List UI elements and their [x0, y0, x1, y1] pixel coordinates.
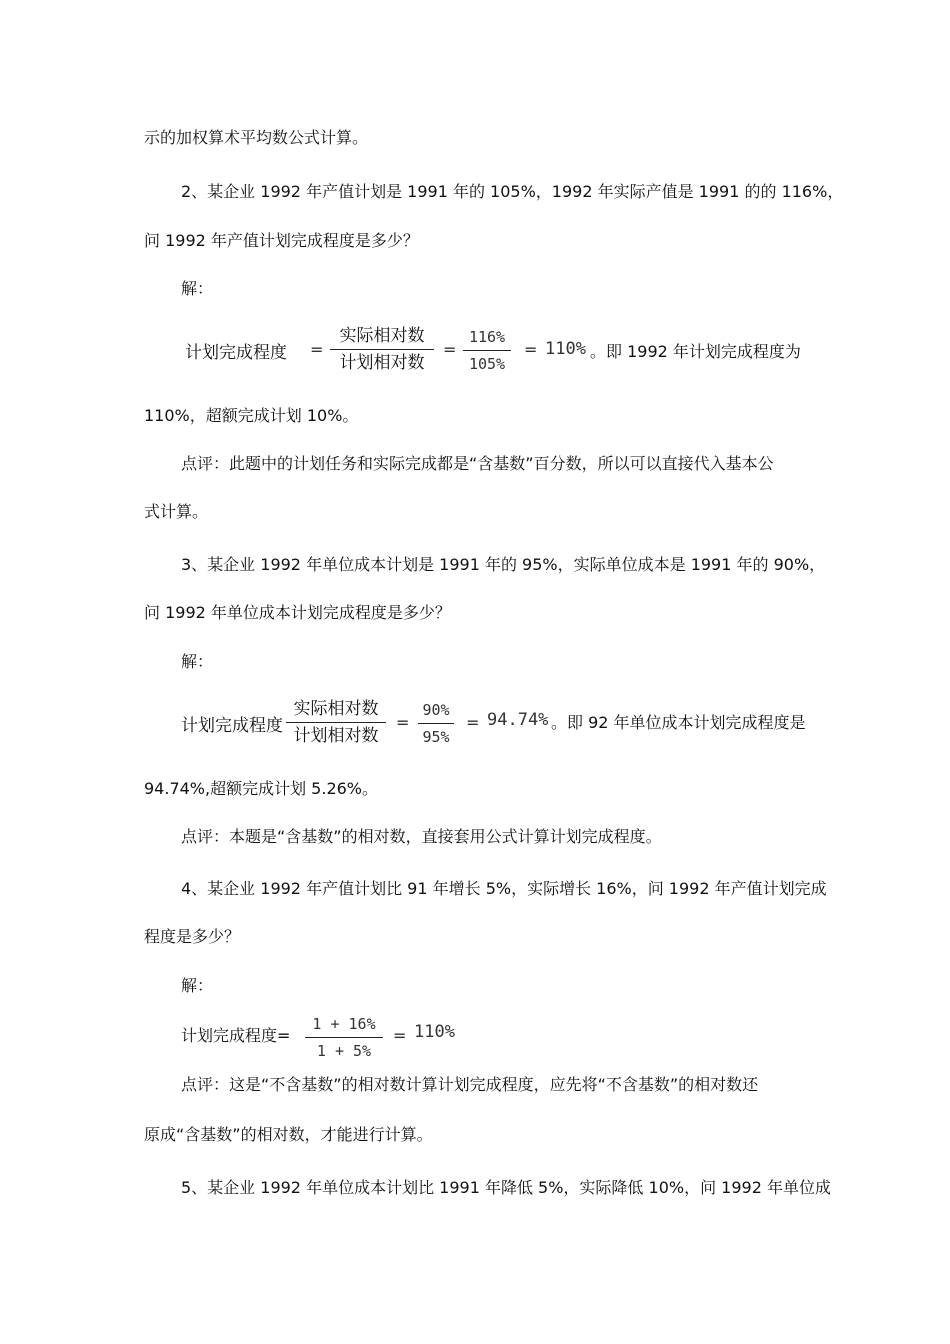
q2-fraction-2-numerator: 116%	[468, 328, 506, 346]
question-3-line-2: 问 1992 年单位成本计划完成程度是多少？	[144, 603, 451, 622]
q2-formula-label: 计划完成程度	[185, 343, 287, 363]
q3-fraction-2-numerator: 90%	[422, 701, 450, 719]
q2-fraction-1	[330, 325, 434, 374]
q3-fraction-1	[286, 698, 386, 747]
question-2-review-line-1: 点评：此题中的计划任务和实际完成都是“含基数”百分数，所以可以直接代入基本公	[181, 454, 774, 473]
q4-fraction-bar	[305, 1037, 383, 1038]
question-4-line-2: 程度是多少？	[144, 927, 241, 946]
q3-fraction-1-denominator: 计划相对数	[293, 726, 379, 746]
question-3-line-3: 94.74%,超额完成计划 5.26%。	[144, 779, 379, 798]
q2-fraction-1-denominator: 计划相对数	[339, 353, 425, 373]
q2-formula-equals-3: =	[524, 340, 538, 359]
q2-formula-result: 110%	[545, 339, 586, 359]
q3-fraction-2-denominator: 95%	[422, 728, 450, 746]
q4-formula-result: 110%	[414, 1022, 455, 1042]
paragraph-continuation: 示的加权算术平均数公式计算。	[144, 128, 369, 147]
question-3-line-1: 3、某企业 1992 年单位成本计划是 1991 年的 95%，实际单位成本是 1991 年的 90%，	[181, 555, 826, 574]
q3-formula-conclusion: 。即 92 年单位成本计划完成程度是	[551, 713, 806, 732]
question-5-line-1: 5、某企业 1992 年单位成本计划比 1991 年降低 5%，实际降低 10%，问 1992 年单位成	[181, 1178, 831, 1197]
question-4-solution-label: 解：	[181, 976, 214, 995]
q4-formula-label: 计划完成程度=	[181, 1026, 291, 1045]
q4-fraction-numerator: 1 + 16%	[312, 1015, 376, 1033]
q4-formula-equals: =	[393, 1026, 407, 1045]
question-3-solution-label: 解：	[181, 652, 214, 671]
question-4-line-1: 4、某企业 1992 年产值计划比 91 年增长 5%，实际增长 16%，问 1992 年产值计划完成	[181, 879, 827, 898]
q2-formula-equals-2: =	[443, 340, 457, 359]
question-4-review-line-2: 原成“含基数”的相对数，才能进行计算。	[144, 1125, 433, 1144]
q2-fraction-2-denominator: 105%	[468, 355, 506, 373]
q3-formula-result: 94.74%	[487, 710, 549, 730]
question-4-review-line-1: 点评：这是“不含基数”的相对数计算计划完成程度，应先将“不含基数”的相对数还	[181, 1075, 759, 1094]
q3-fraction-2-bar	[418, 723, 454, 724]
q3-fraction-2	[418, 699, 454, 748]
q2-formula-conclusion: 。即 1992 年计划完成程度为	[590, 342, 801, 361]
q3-formula-label: 计划完成程度	[181, 716, 283, 736]
q3-fraction-1-bar	[286, 722, 386, 723]
q2-formula-equals-1: =	[310, 340, 324, 359]
q3-formula-equals-3: =	[466, 713, 480, 732]
q2-fraction-1-numerator: 实际相对数	[339, 326, 425, 346]
q3-formula-equals-2: =	[396, 713, 410, 732]
question-2-review-line-2: 式计算。	[144, 502, 209, 521]
question-2-line-3: 110%，超额完成计划 10%。	[144, 406, 359, 425]
q2-fraction-1-bar	[330, 349, 434, 350]
q4-fraction-denominator: 1 + 5%	[316, 1042, 372, 1060]
q2-fraction-2-bar	[463, 350, 511, 351]
q2-fraction-2	[463, 326, 511, 375]
q3-fraction-1-numerator: 实际相对数	[293, 699, 379, 719]
question-2-line-1: 2、某企业 1992 年产值计划是 1991 年的 105%，1992 年实际产值是 1991 的的 116%，	[181, 182, 844, 201]
q4-fraction	[305, 1013, 383, 1062]
question-2-solution-label: 解：	[181, 279, 214, 298]
question-2-line-2: 问 1992 年产值计划完成程度是多少？	[144, 231, 419, 250]
question-3-review-line-1: 点评：本题是“含基数”的相对数，直接套用公式计算计划完成程度。	[181, 827, 662, 846]
